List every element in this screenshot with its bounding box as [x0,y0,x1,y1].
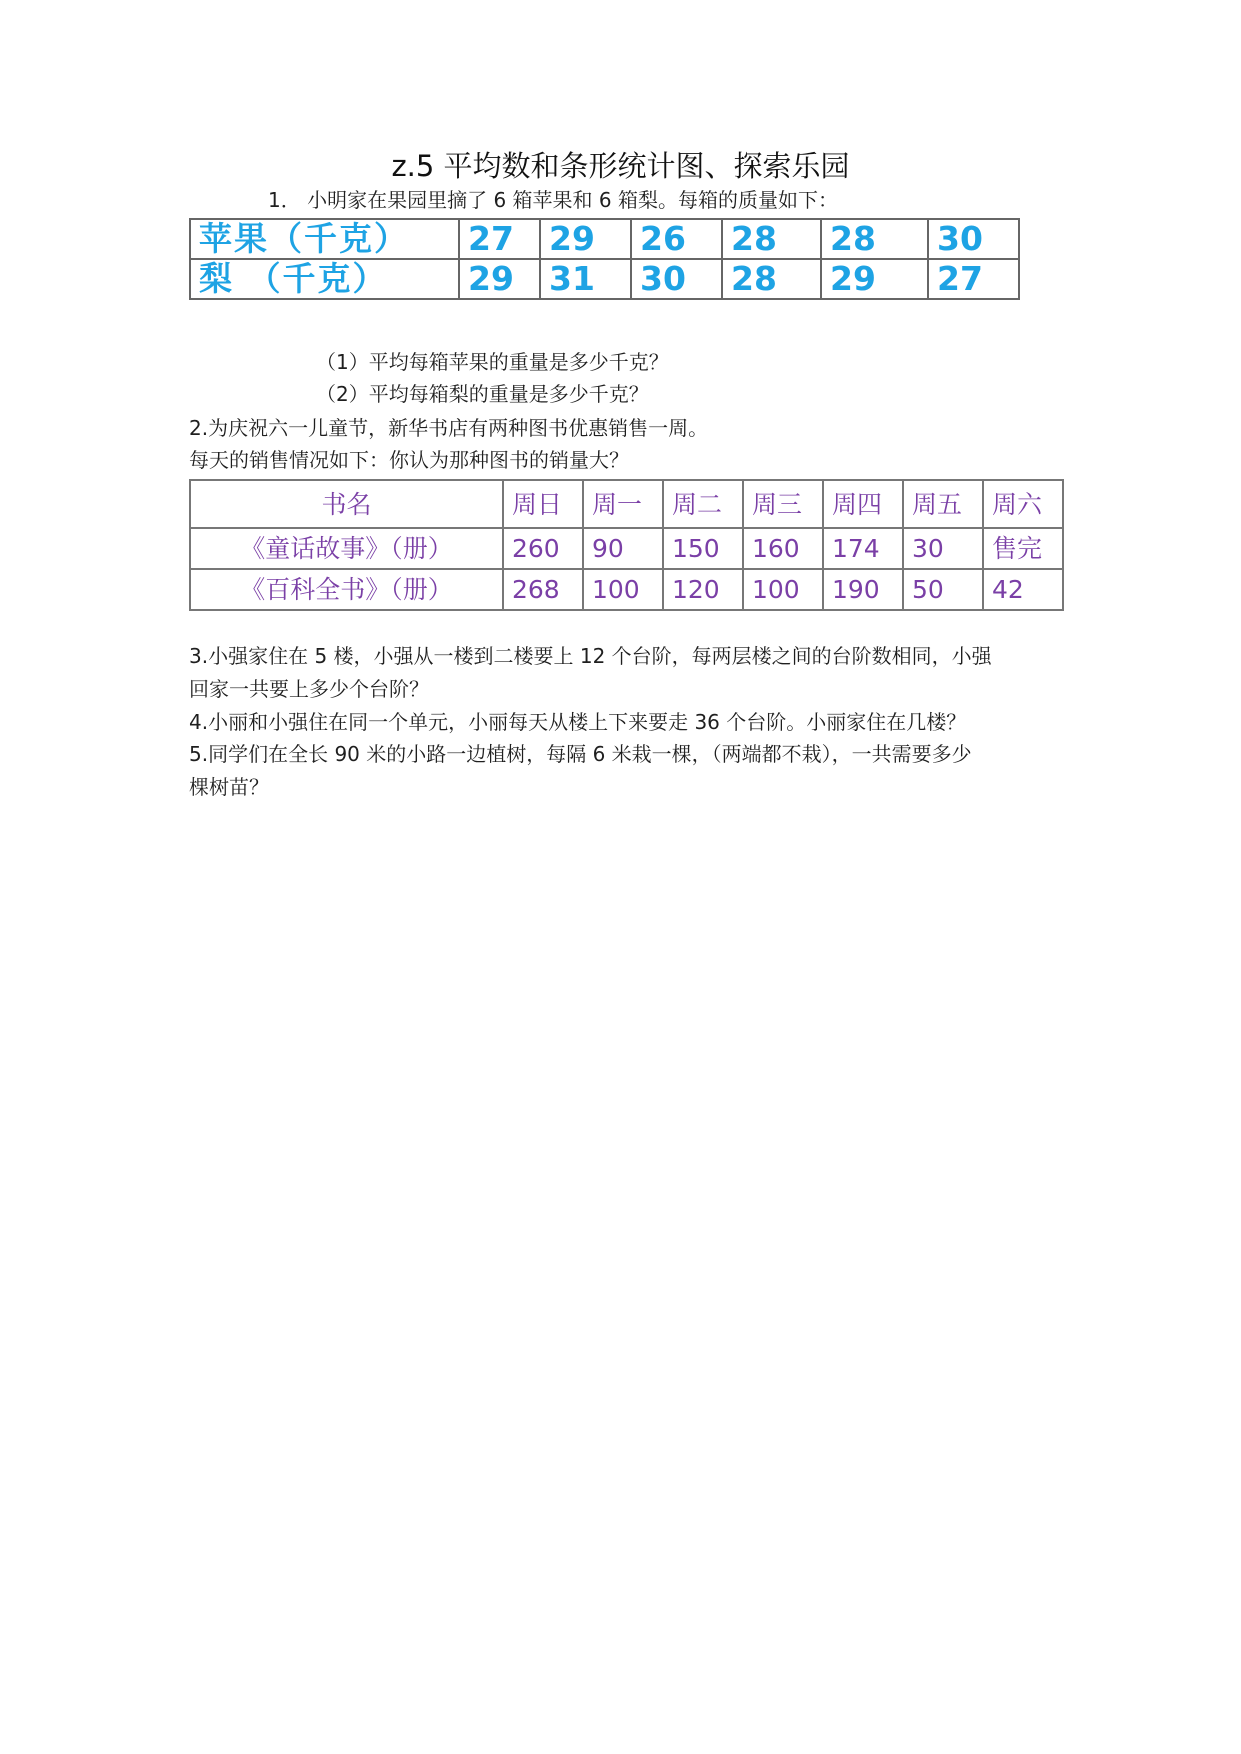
table-cell: 26 [631,219,722,259]
table-cell: 42 [983,569,1063,610]
table-row [190,569,1063,610]
question-1-sub-1: （1）平均每箱苹果的重量是多少千克？ [316,350,669,374]
table-row [190,219,1019,259]
column-header: 书名 [190,480,503,528]
question-4: 4.小丽和小强住在同一个单元，小丽每天从楼上下来要走 36 个台阶。小丽家住在几楼？ [189,710,967,734]
table-cell: 268 [503,569,583,610]
column-header: 周五 [903,480,983,528]
table-row [190,528,1063,569]
question-5-line-2: 棵树苗？ [189,775,269,799]
table-cell: 27 [928,259,1019,299]
column-header: 周一 [583,480,663,528]
table-cell: 28 [821,219,928,259]
column-header: 周三 [743,480,823,528]
question-2-line-2: 每天的销售情况如下：你认为那种图书的销量大？ [189,448,629,472]
question-3-line-2: 回家一共要上多少个台阶？ [189,677,429,701]
question-1-intro: 1． 小明家在果园里摘了 6 箱苹果和 6 箱梨。每箱的质量如下： [268,188,838,212]
table-cell: 售完 [983,528,1063,569]
table-header-row [190,480,1063,528]
page-title: z.5 平均数和条形统计图、探索乐园 [391,149,850,183]
table-cell: 120 [663,569,743,610]
pear-label: 梨 （千克） [190,259,459,299]
question-3-line-1: 3.小强家住在 5 楼，小强从一楼到二楼要上 12 个台阶，每两层楼之间的台阶数相同，小强 [189,644,992,668]
table-cell: 50 [903,569,983,610]
table-row [190,259,1019,299]
table-cell: 29 [821,259,928,299]
question-5-line-1: 5.同学们在全长 90 米的小路一边植树，每隔 6 米栽一棵，（两端都不栽），一共需要多少 [189,742,972,766]
book-sales-table [189,479,1064,611]
table-cell: 29 [540,219,631,259]
question-1-sub-2: （2）平均每箱梨的重量是多少千克？ [316,382,649,406]
fruit-weight-table [189,218,1020,300]
table-cell: 150 [663,528,743,569]
table-cell: 28 [722,259,821,299]
table-cell: 31 [540,259,631,299]
column-header: 周二 [663,480,743,528]
table-cell: 28 [722,219,821,259]
table-cell: 30 [928,219,1019,259]
table-cell: 174 [823,528,903,569]
table-cell: 100 [743,569,823,610]
column-header: 周日 [503,480,583,528]
column-header: 周六 [983,480,1063,528]
column-header: 周四 [823,480,903,528]
table-cell: 190 [823,569,903,610]
table-cell: 90 [583,528,663,569]
table-cell: 30 [903,528,983,569]
table-cell: 29 [459,259,540,299]
table-cell: 100 [583,569,663,610]
table-cell: 27 [459,219,540,259]
table-cell: 30 [631,259,722,299]
table-cell: 260 [503,528,583,569]
question-2-line-1: 2.为庆祝六一儿童节，新华书店有两种图书优惠销售一周。 [189,416,709,440]
book-name: 《百科全书》（册） [190,569,503,610]
table-cell: 160 [743,528,823,569]
apple-label: 苹果（千克） [190,219,459,259]
book-name: 《童话故事》（册） [190,528,503,569]
